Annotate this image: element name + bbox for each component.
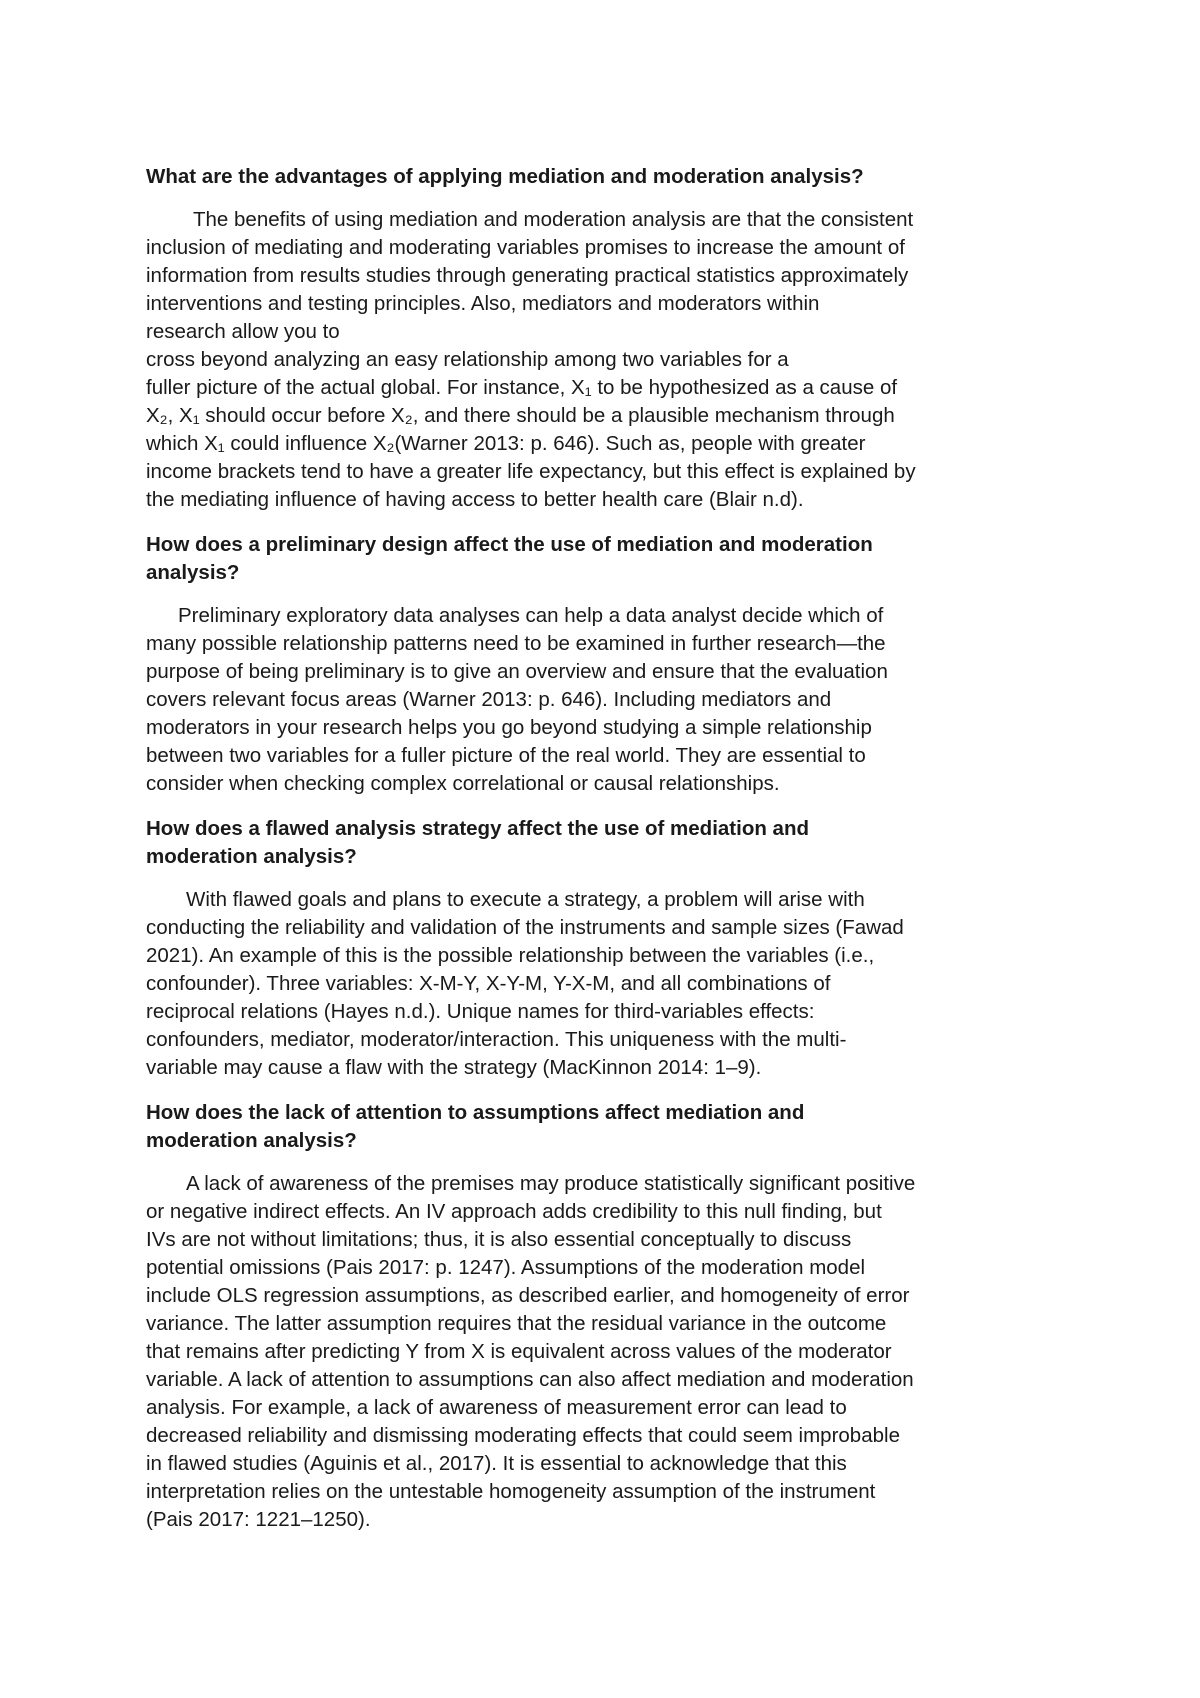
answer-line: or negative indirect effects. An IV approach adds credibility to this null finding, but <box>146 1200 882 1223</box>
heading-spacer <box>146 587 1076 602</box>
answer-line: confounders, mediator, moderator/interaction. This uniqueness with the multi- <box>146 1028 847 1051</box>
answer-line: variable. A lack of attention to assumptions can also affect mediation and moderation <box>146 1368 914 1391</box>
answer-line: include OLS regression assumptions, as described earlier, and homogeneity of error <box>146 1284 910 1307</box>
answer-line: analysis. For example, a lack of awareness of measurement error can lead to <box>146 1396 847 1419</box>
answer-line: which X₁ could influence X₂(Warner 2013: p. 646). Such as, people with greater <box>146 432 866 455</box>
answer-paragraph <box>146 1170 1076 1534</box>
document-page <box>146 163 1076 1534</box>
answer-line: information from results studies through generating practical statistics approximately <box>146 264 909 287</box>
question-line: analysis? <box>146 561 240 584</box>
answer-line: research allow you to <box>146 320 340 343</box>
answer-line: fuller picture of the actual global. For instance, X₁ to be hypothesized as a cause of <box>146 376 898 399</box>
heading-spacer <box>146 1155 1076 1170</box>
question-heading <box>146 815 1076 871</box>
answer-line: IVs are not without limitations; thus, it is also essential conceptually to discuss <box>146 1228 852 1251</box>
answer-line: Preliminary exploratory data analyses can help a data analyst decide which of <box>178 604 884 627</box>
question-line: How does a preliminary design affect the use of mediation and moderation <box>146 533 873 556</box>
answer-line: in flawed studies (Aguinis et al., 2017). It is essential to acknowledge that this <box>146 1452 847 1475</box>
answer-paragraph <box>146 886 1076 1082</box>
answer-line: confounder). Three variables: X-M-Y, X-Y-M, Y-X-M, and all combinations of <box>146 972 831 995</box>
question-line: moderation analysis? <box>146 1129 357 1152</box>
answer-line: the mediating influence of having access to better health care (Blair n.d). <box>146 488 804 511</box>
answer-paragraph <box>146 602 1076 798</box>
question-line: How does the lack of attention to assumptions affect mediation and <box>146 1101 805 1124</box>
question-heading <box>146 163 1076 191</box>
answer-line: that remains after predicting Y from X is equivalent across values of the moderator <box>146 1340 892 1363</box>
answer-line: A lack of awareness of the premises may produce statistically significant positive <box>186 1172 916 1195</box>
heading-spacer <box>146 191 1076 206</box>
question-line: moderation analysis? <box>146 845 357 868</box>
question-heading <box>146 531 1076 587</box>
answer-line: The benefits of using mediation and moderation analysis are that the consistent <box>193 208 914 231</box>
answer-line: conducting the reliability and validation of the instruments and sample sizes (Fawad <box>146 916 904 939</box>
answer-line: interpretation relies on the untestable homogeneity assumption of the instrument <box>146 1480 876 1503</box>
answer-paragraph <box>146 206 1076 514</box>
answer-line: X₂, X₁ should occur before X₂, and there should be a plausible mechanism through <box>146 404 895 427</box>
answer-line: cross beyond analyzing an easy relationship among two variables for a <box>146 348 789 371</box>
answer-line: (Pais 2017: 1221–1250). <box>146 1508 371 1531</box>
question-line: What are the advantages of applying mediation and moderation analysis? <box>146 165 864 188</box>
answer-line: variable may cause a flaw with the strategy (MacKinnon 2014: 1–9). <box>146 1056 762 1079</box>
answer-line: interventions and testing principles. Also, mediators and moderators within <box>146 292 820 315</box>
section-spacer <box>146 514 1076 531</box>
heading-spacer <box>146 871 1076 886</box>
section-spacer <box>146 798 1076 815</box>
answer-line: many possible relationship patterns need to be examined in further research—the <box>146 632 886 655</box>
answer-line: potential omissions (Pais 2017: p. 1247). Assumptions of the moderation model <box>146 1256 866 1279</box>
question-heading <box>146 1099 1076 1155</box>
answer-line: between two variables for a fuller picture of the real world. They are essential to <box>146 744 866 767</box>
answer-line: inclusion of mediating and moderating variables promises to increase the amount of <box>146 236 905 259</box>
answer-line: moderators in your research helps you go beyond studying a simple relationship <box>146 716 872 739</box>
answer-line: purpose of being preliminary is to give an overview and ensure that the evaluation <box>146 660 888 683</box>
answer-line: covers relevant focus areas (Warner 2013: p. 646). Including mediators and <box>146 688 832 711</box>
answer-line: consider when checking complex correlational or causal relationships. <box>146 772 780 795</box>
answer-line: decreased reliability and dismissing moderating effects that could seem improbable <box>146 1424 900 1447</box>
answer-line: income brackets tend to have a greater life expectancy, but this effect is explained by <box>146 460 916 483</box>
question-line: How does a flawed analysis strategy affect the use of mediation and <box>146 817 810 840</box>
answer-line: variance. The latter assumption requires that the residual variance in the outcome <box>146 1312 887 1335</box>
answer-line: reciprocal relations (Hayes n.d.). Unique names for third-variables effects: <box>146 1000 815 1023</box>
answer-line: With flawed goals and plans to execute a strategy, a problem will arise with <box>186 888 865 911</box>
answer-line: 2021). An example of this is the possible relationship between the variables (i.e., <box>146 944 875 967</box>
section-spacer <box>146 1082 1076 1099</box>
